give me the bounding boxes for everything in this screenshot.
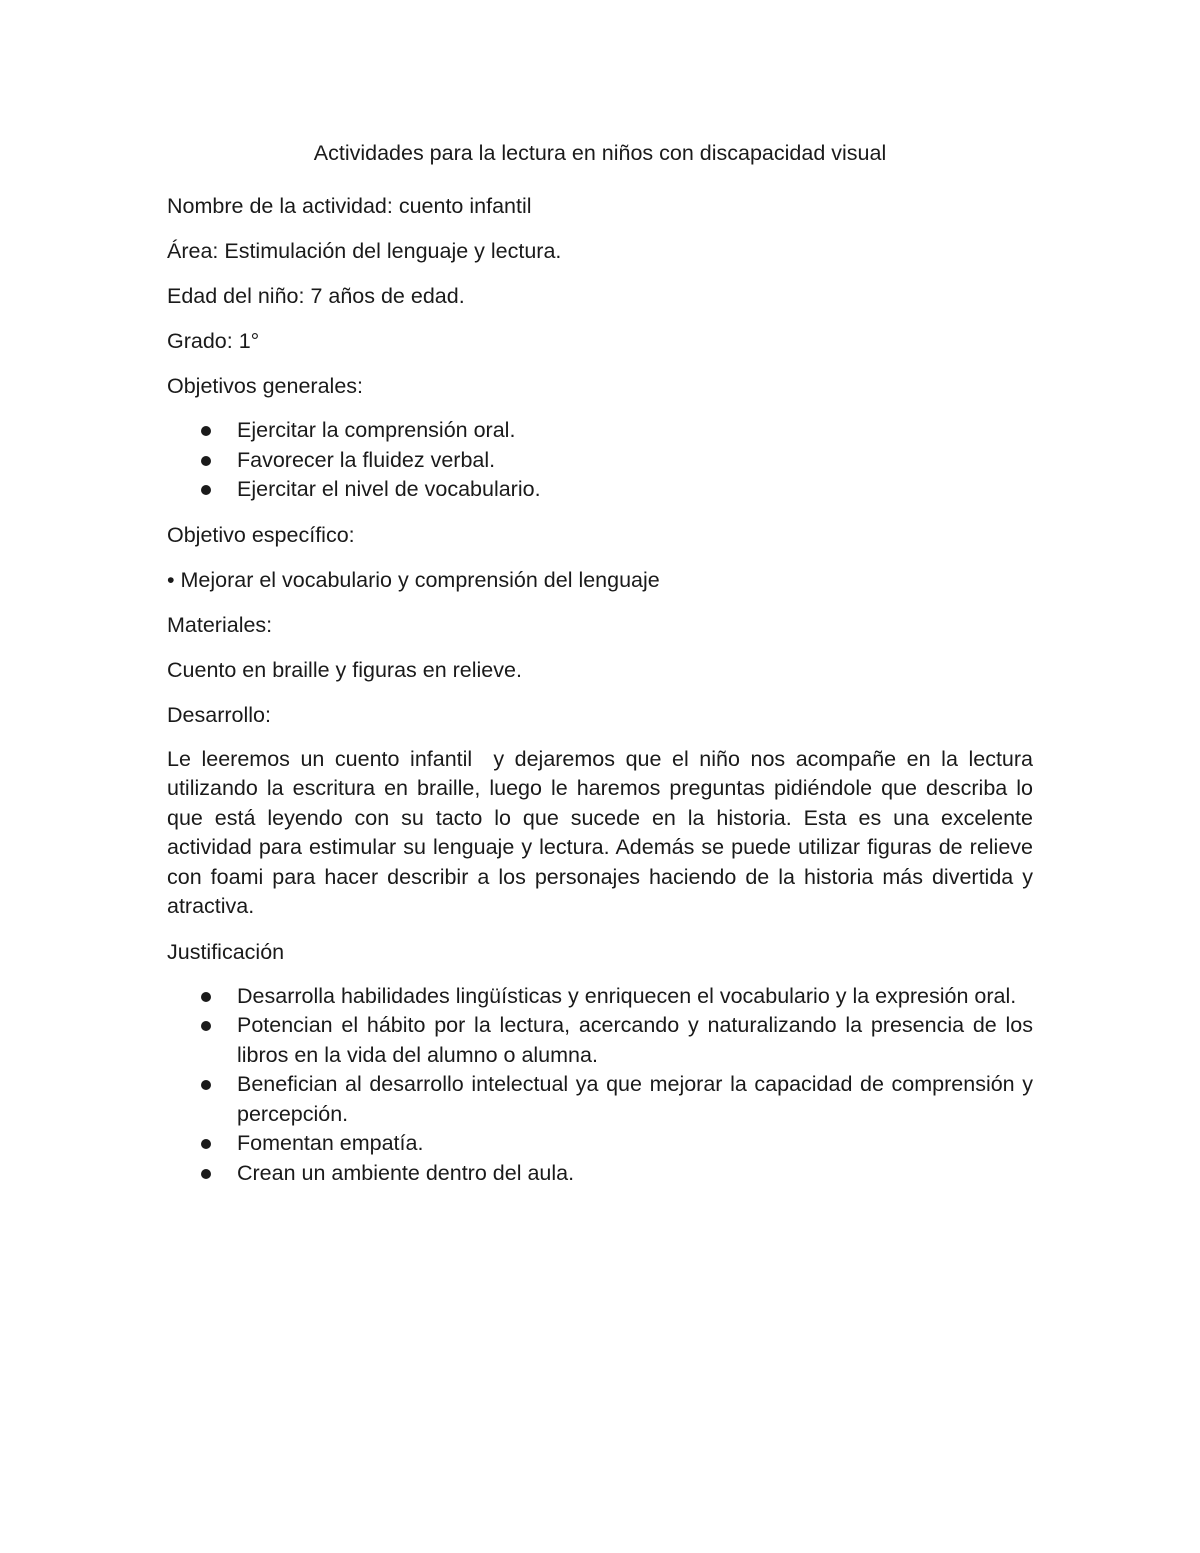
list-item: Benefician al desarrollo intelectual ya que mejorar la capacidad de comprensión y percepción. [167, 1070, 1033, 1129]
child-age: Edad del niño: 7 años de edad. [167, 284, 465, 308]
general-objectives-list [167, 416, 1033, 505]
materials-text: Cuento en braille y figuras en relieve. [167, 657, 522, 682]
specific-objective: • Mejorar el vocabulario y comprensión del lenguaje [167, 567, 660, 592]
list-item: Fomentan empatía. [167, 1129, 1033, 1159]
list-item: Crean un ambiente dentro del aula. [167, 1159, 1033, 1189]
development-text: Le leeremos un cuento infantil y dejaremos que el niño nos acompañe en la lectura utilizando la escritura en braille, luego le haremos preguntas pidiéndole que describa lo que está leyendo con su tacto lo que sucede en la historia. Esta es una excelente actividad para estimular su lenguaje y lectura. Además se puede utilizar figuras de relieve con foami para hacer describir a los personajes haciendo de la historia más divertida y atractiva. [167, 746, 1039, 918]
justification-heading: Justificación [167, 939, 285, 964]
activity-area: Área: Estimulación del lenguaje y lectura. [167, 239, 562, 263]
justification-list [167, 982, 1033, 1189]
document-title: Actividades para la lectura en niños con discapacidad visual [313, 141, 887, 165]
list-item: Potencian el hábito por la lectura, acercando y naturalizando la presencia de los libros en la vida del alumno o alumna. [167, 1011, 1033, 1070]
specific-objective-heading: Objetivo específico: [167, 522, 355, 547]
list-item: Ejercitar la comprensión oral. [167, 416, 1033, 446]
bullet-icon [201, 485, 211, 495]
bullet-icon [201, 1021, 211, 1031]
grade: Grado: 1° [167, 329, 260, 353]
bullet-icon [201, 1080, 211, 1090]
document-page [167, 138, 1039, 1203]
materials-heading: Materiales: [167, 612, 273, 637]
bullet-icon [201, 992, 211, 1002]
bullet-icon [201, 1139, 211, 1149]
bullet-icon [201, 456, 211, 466]
list-item: Desarrolla habilidades lingüísticas y enriquecen el vocabulario y la expresión oral. [167, 982, 1033, 1012]
bullet-icon [201, 1169, 211, 1179]
list-item: Ejercitar el nivel de vocabulario. [167, 475, 1033, 505]
list-item: Favorecer la fluidez verbal. [167, 446, 1033, 476]
activity-name: Nombre de la actividad: cuento infantil [167, 194, 532, 218]
development-heading: Desarrollo: [167, 702, 271, 727]
bullet-icon [201, 426, 211, 436]
general-objectives-heading: Objetivos generales: [167, 374, 363, 398]
